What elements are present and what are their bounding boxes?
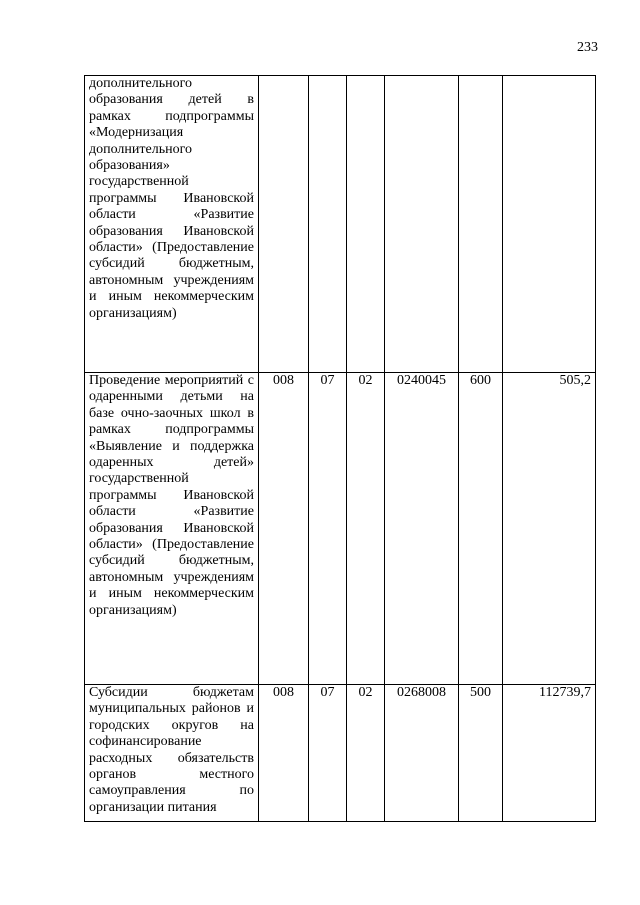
subsection-code-cell: 02 (347, 373, 385, 685)
section-code-cell (309, 76, 347, 373)
expense-name-cell: дополнительного образования детей в рамках подпрограммы «Модернизация дополнительного образования» государственной программы Ивановской области «Развитие образования Ивановской области» (Предоставление субсидий бюджетным, автономным учреждениям и иным некоммерческим организациям) (85, 76, 259, 373)
table-row (85, 76, 596, 373)
target-article-cell (385, 76, 459, 373)
amount-cell (503, 76, 596, 373)
expense-type-cell: 600 (459, 373, 503, 685)
ministry-code-cell: 008 (259, 373, 309, 685)
expense-type-cell (459, 76, 503, 373)
budget-table (84, 75, 596, 822)
ministry-code-cell (259, 76, 309, 373)
page-number: 233 (577, 40, 598, 55)
table-row (85, 685, 596, 822)
amount-cell: 112739,7 (503, 685, 596, 822)
expense-name-cell: Субсидии бюджетам муниципальных районов и городских округов на софинансирование расходных обязательств органов местного самоуправления по организации питания (85, 685, 259, 822)
target-article-cell: 0268008 (385, 685, 459, 822)
section-code-cell: 07 (309, 685, 347, 822)
amount-cell: 505,2 (503, 373, 596, 685)
expense-name-cell: Проведение мероприятий с одаренными детьми на базе очно-заочных школ в рамках подпрограммы «Выявление и поддержка одаренных детей» государственной программы Ивановской области «Развитие образования Ивановской области» (Предоставление субсидий бюджетным, автономным учреждениям и иным некоммерческим организациям) (85, 373, 259, 685)
expense-type-cell: 500 (459, 685, 503, 822)
target-article-cell: 0240045 (385, 373, 459, 685)
ministry-code-cell: 008 (259, 685, 309, 822)
subsection-code-cell: 02 (347, 685, 385, 822)
section-code-cell: 07 (309, 373, 347, 685)
table-row (85, 373, 596, 685)
subsection-code-cell (347, 76, 385, 373)
